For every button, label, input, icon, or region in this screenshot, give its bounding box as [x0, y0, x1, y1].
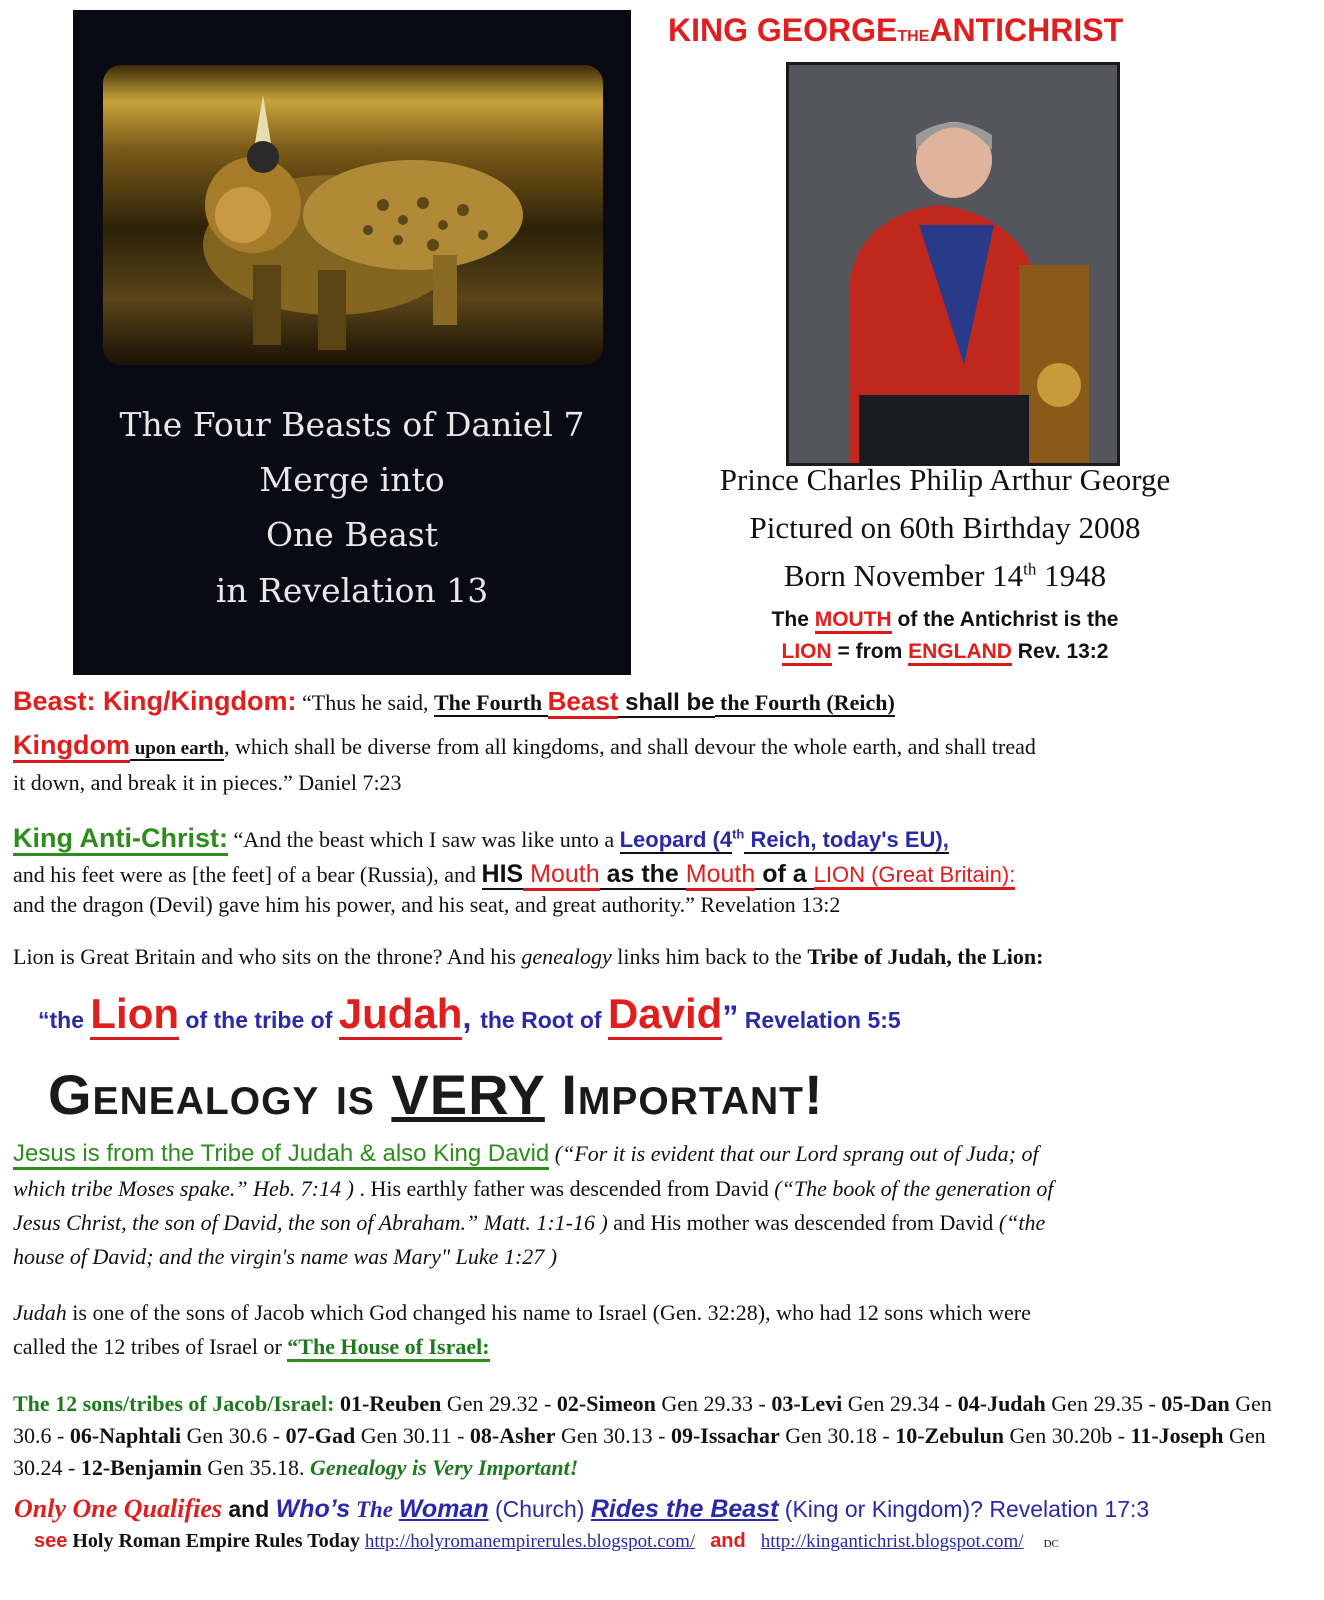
tribe-name: 12-Benjamin [80, 1455, 202, 1480]
quote-judah: Judah [339, 990, 463, 1040]
quote-root-of: the Root of [480, 1007, 608, 1033]
prince-charles-portrait [786, 62, 1120, 466]
lion-genealogy-line [13, 944, 1043, 970]
reich-eu-text: Reich, today's EU), [744, 827, 949, 852]
antichrist-line-1 [13, 823, 949, 854]
leopard-text: Leopard (4 [619, 827, 733, 852]
born-sup: th [1023, 559, 1037, 579]
fourth-reich-text: the Fourth (Reich) [714, 690, 895, 715]
beast-word: Beast [548, 686, 619, 719]
tribe-ref: Gen 30.20b - [1004, 1423, 1131, 1448]
footer-line-1 [14, 1494, 1149, 1524]
judah-word: Judah [13, 1300, 67, 1325]
mouth-text-3: of the Antichrist is the [891, 608, 1119, 631]
jesus-line-3 [13, 1210, 1045, 1236]
tribes-paragraph [13, 1388, 1313, 1484]
tribe-ref: Gen 30.11 - [355, 1423, 470, 1448]
beast-caption-line-2: Merge into [259, 460, 445, 499]
judah-line-1 [13, 1300, 1031, 1326]
page-title [668, 12, 1123, 49]
antichrist-text-4: and his feet were as [the feet] of a bear (Russia), and [13, 862, 482, 887]
jesus-text-2c: (“The book of the generation of [774, 1176, 1054, 1201]
jesus-line-2 [13, 1176, 1054, 1202]
house-of-israel-text: “The House of Israel: [287, 1334, 489, 1362]
tribes-tail: Genealogy is Very Important! [309, 1455, 579, 1480]
born-text: Born November 14 [783, 558, 1024, 593]
quote-tribe-of: of the tribe of [179, 1007, 339, 1033]
beast-text-8: , which shall be diverse from all kingdoms, and shall devour the whole earth, and shall tread [223, 734, 1036, 759]
title-the: THE [897, 28, 930, 45]
beast-caption-line-1: The Four Beasts of Daniel 7 [119, 405, 585, 444]
tribe-ref: Gen 30.18 - [779, 1423, 896, 1448]
lion-word: LION [782, 640, 832, 666]
as-the-text: as the [599, 860, 686, 888]
quote-david: David [608, 990, 722, 1040]
beast-caption-line-3: One Beast [266, 515, 438, 554]
kingdom-word: Kingdom [13, 730, 130, 763]
beast-line-2 [13, 730, 1036, 761]
footer-and-2: and [710, 1530, 746, 1552]
lion-great-britain-text: LION (Great Britain): [814, 862, 1016, 890]
lion-text-4: Rev. 13:2 [1011, 640, 1109, 663]
tribe-ref: Gen 35.18. [201, 1455, 310, 1480]
whos-text: Who’s [275, 1495, 351, 1523]
beast-section-label: Beast: King/Kingdom: [13, 686, 297, 716]
see-word: see [34, 1530, 68, 1552]
rides-the-beast-text: Rides the Beast [590, 1495, 779, 1523]
jesus-text-2b: . His earthly father was descended from David [353, 1176, 775, 1201]
of-a-text: of a [755, 860, 814, 888]
england-word: ENGLAND [908, 640, 1012, 666]
lion-line-text-1: Lion is Great Britain and who sits on the throne? And his [13, 944, 522, 969]
king-or-kingdom-text: (King or Kingdom)? Revelation 17:3 [778, 1496, 1150, 1522]
tribe-name: 01-Reuben [339, 1391, 442, 1416]
antichrist-section-label: King Anti-Christ: [13, 823, 228, 856]
jesus-text-3a: Jesus Christ, the son of David, the son of Abraham.” Matt. 1:1-16 ) [13, 1210, 608, 1235]
footer-line-2 [34, 1530, 1059, 1553]
tribe-ref: Gen 30.6 - [13, 1391, 1272, 1448]
holyromanempire-link[interactable]: http://holyromanempirerules.blogspot.com/ [364, 1531, 696, 1552]
upon-earth-text: upon earth [129, 738, 224, 759]
tribe-name: 04-Judah [957, 1391, 1046, 1416]
beast-line-1 [13, 686, 895, 717]
mouth-word: MOUTH [815, 608, 892, 634]
tribe-ref: Gen 29.35 - [1045, 1391, 1162, 1416]
portrait-caption-line-3 [680, 558, 1210, 594]
jesus-line-4: house of David; and the virgin's name was Mary" Luke 1:27 ) [13, 1244, 558, 1269]
judah-line-2 [13, 1334, 490, 1360]
beast-caption-line-4: in Revelation 13 [215, 571, 489, 610]
quote-reference: Revelation 5:5 [738, 1007, 901, 1033]
beast-text-1: “Thus he said, [296, 690, 434, 715]
headline-part-3: Important! [544, 1063, 824, 1126]
tribe-ref: Gen 30.6 - [181, 1423, 286, 1448]
four-beasts-image [103, 65, 603, 365]
lion-text-2: = from [831, 640, 909, 663]
tribe-name: 11-Joseph [1130, 1423, 1224, 1448]
quote-the: “the [38, 1007, 91, 1033]
antichrist-text-1: “And the beast which I saw was like unto a [227, 827, 620, 852]
portrait-caption-line-1: Prince Charles Philip Arthur George [719, 462, 1171, 497]
the-text: The [350, 1497, 399, 1522]
tribe-ref: Gen 30.24 - [13, 1423, 1266, 1480]
quote-lion: Lion [90, 990, 179, 1040]
mouth-text-1: The [771, 608, 815, 631]
mouth-word-1: Mouth [523, 860, 599, 891]
tribe-name: 03-Levi [771, 1391, 843, 1416]
jesus-lead: Jesus is from the Tribe of Judah & also King David [13, 1140, 549, 1170]
mouth-line [680, 608, 1210, 632]
jesus-text-1: (“For it is evident that our Lord sprang out of Juda; of [549, 1141, 1039, 1166]
tribe-ref: Gen 29.34 - [842, 1391, 958, 1416]
initials: DC [1043, 1538, 1059, 1550]
site-label: Holy Roman Empire Rules Today [67, 1530, 365, 1552]
tribe-name: 08-Asher [469, 1423, 556, 1448]
title-king-george: KING GEORGE [668, 12, 898, 48]
lion-of-judah-quote [38, 990, 901, 1038]
woman-word: Woman [398, 1495, 489, 1523]
tribe-name: 09-Issachar [670, 1423, 780, 1448]
tribe-name: 10-Zebulun [895, 1423, 1005, 1448]
headline-very: VERY [391, 1063, 545, 1126]
leopard-sup: th [732, 826, 745, 842]
lion-england-line [680, 640, 1210, 664]
portrait-caption-line-2: Pictured on 60th Birthday 2008 [749, 510, 1141, 545]
tribe-ref: Gen 30.13 - [555, 1423, 671, 1448]
jesus-text-3b: and His mother was descended from David [607, 1210, 999, 1235]
tribe-of-judah-text: Tribe of Judah, the Lion: [807, 944, 1044, 969]
tribes-lead: The 12 sons/tribes of Jacob/Israel: [13, 1391, 335, 1416]
lion-line-text-3: links him back to the [611, 944, 808, 969]
beast-illustration [103, 65, 603, 365]
headline-part-1: Genealogy is [48, 1063, 392, 1126]
only-one-qualifies: Only One Qualifies [14, 1494, 222, 1523]
genealogy-headline [48, 1062, 824, 1127]
genealogy-word: genealogy [521, 944, 612, 969]
antichrist-line-2 [13, 860, 1015, 889]
tribe-name: 07-Gad [285, 1423, 356, 1448]
jesus-line-1 [13, 1140, 1039, 1168]
kingantichrist-link[interactable]: http://kingantichrist.blogspot.com/ [760, 1531, 1024, 1552]
antichrist-line-3: and the dragon (Devil) gave him his power, and his seat, and great authority.” Revelation 13:2 [13, 892, 841, 917]
tribe-name: 02-Simeon [556, 1391, 656, 1416]
beast-image-panel [73, 10, 631, 675]
jesus-text-3c: (“the [998, 1210, 1046, 1235]
portrait-illustration [789, 65, 1117, 463]
tribe-ref: Gen 29.33 - [655, 1391, 772, 1416]
tribe-ref: Gen 29.32 - [441, 1391, 557, 1416]
shall-be-text: shall be [618, 689, 715, 716]
title-antichrist: ANTICHRIST [929, 12, 1124, 48]
footer-and-1: and [222, 1496, 276, 1522]
tribe-name: 06-Naphtali [69, 1423, 182, 1448]
quote-close: ” [722, 999, 739, 1035]
born-year: 1948 [1036, 558, 1107, 593]
mouth-word-2: Mouth [686, 860, 755, 891]
his-word: HIS [481, 860, 524, 888]
beast-line-3: it down, and break it in pieces.” Daniel 7:23 [13, 770, 402, 795]
quote-comma: , [462, 999, 481, 1035]
beast-text-2: The Fourth [433, 690, 548, 715]
judah-text-1b: is one of the sons of Jacob which God changed his name to Israel (Gen. 32:28), who had 12 sons which were [66, 1300, 1031, 1325]
judah-text-2a: called the 12 tribes of Israel or [13, 1334, 288, 1359]
church-text: (Church) [488, 1496, 591, 1522]
tribe-name: 05-Dan [1161, 1391, 1230, 1416]
jesus-text-2a: which tribe Moses spake.” Heb. 7:14 ) [13, 1176, 354, 1201]
